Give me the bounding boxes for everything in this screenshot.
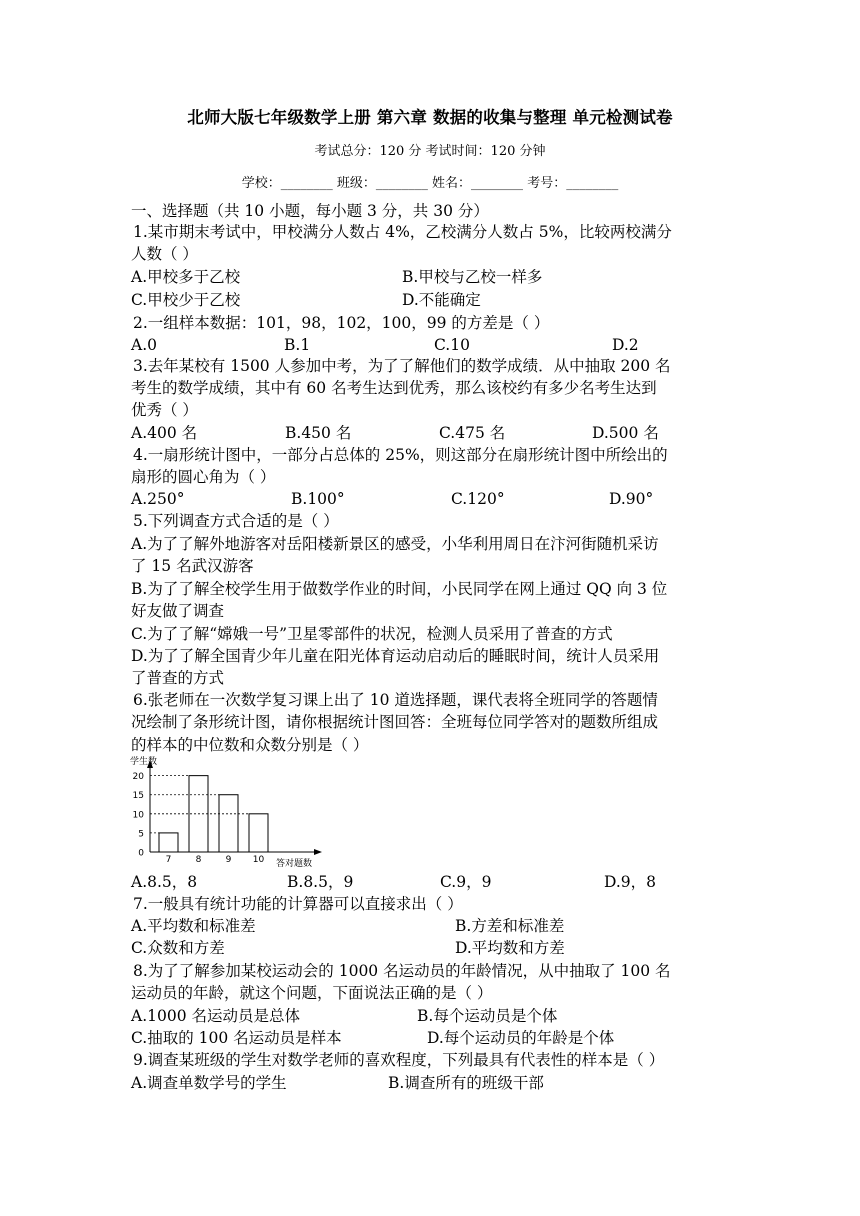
question-8-option-c: C.抽取的 100 名运动员是样本 [131,1029,342,1047]
question-5-option-b-line-2: 好友做了调查 [131,602,225,620]
question-3-option-c: C.475 名 [439,424,506,442]
question-6-line-2: 况绘制了条形统计图，请你根据统计图回答：全班每位同学答对的题数所组成 [131,713,659,731]
question-8-line-1: 8.为了了解参加某校运动会的 1000 名运动员的年龄情况，从中抽取了 100 名 [133,962,671,980]
x-axis-arrow [314,849,322,855]
question-9-option-b: B.调查所有的班级干部 [388,1074,544,1092]
bar-7 [159,833,178,852]
question-2-option-a: A.0 [131,336,157,354]
question-5-option-d-line-1: D.为了了解全国青少年儿童在阳光体育运动启动后的睡眠时间，统计人员采用 [131,647,660,665]
question-5-option-d-line-2: 了普查的方式 [131,669,225,687]
question-8-option-a: A.1000 名运动员是总体 [131,1007,300,1025]
question-2-option-d: D.2 [612,336,639,354]
x-tick-label: 10 [252,855,265,865]
question-5-option-b-line-1: B.为了了解全校学生用于做数学作业的时间，小民同学在网上通过 QQ 向 3 位 [131,580,668,598]
x-axis-label: 答对题数 [276,859,313,868]
question-1-line-2: 人数（ ） [131,245,198,263]
section-heading: 一、选择题（共 10 小题，每小题 3 分，共 30 分） [131,202,489,220]
question-2-option-c: C.10 [434,336,470,354]
question-7-option-b: B.方差和标准差 [455,917,565,935]
y-tick-label: 20 [132,772,144,783]
x-tick-label: 7 [165,855,172,865]
question-8-line-2: 运动员的年龄，就这个问题，下面说法正确的是（ ） [131,984,493,1002]
question-2-option-b: B.1 [284,336,311,354]
question-3-line-2: 考生的数学成绩，其中有 60 名考生达到优秀，那么该校约有多少名考生达到 [131,379,657,397]
y-tick-label: 5 [138,829,144,840]
x-tick-label: 9 [225,855,232,865]
question-6-option-d: D.9，8 [604,873,657,891]
question-1-option-d: D.不能确定 [402,291,481,309]
question-4-option-c: C.120° [451,490,505,508]
question-1-option-c: C.甲校少于乙校 [131,291,241,309]
exam-info: 考试总分：120 分 考试时间：120 分钟 [314,144,546,159]
bar-chart [128,756,338,868]
question-6-option-c: C.9，9 [440,873,492,891]
question-4-option-a: A.250° [131,490,185,508]
y-axis-label: 学生数 [130,757,158,767]
question-1-line-1: 1.某市期末考试中，甲校满分人数占 4%，乙校满分人数占 5%，比较两校满分 [133,223,672,241]
y-tick-label: 15 [132,791,144,802]
question-3-option-b: B.450 名 [285,424,352,442]
y-tick-label: 0 [138,848,144,859]
question-7-option-d: D.平均数和方差 [455,939,565,957]
question-5-option-a-line-1: A.为了了解外地游客对岳阳楼新景区的感受，小华利用周日在汴河街随机采访 [131,535,659,553]
question-8-option-d: D.每个运动员的年龄是个体 [427,1029,615,1047]
question-3-line-3: 优秀（ ） [131,401,198,419]
question-4-line-2: 扇形的圆心角为（ ） [131,468,276,486]
x-tick-label: 8 [195,855,202,865]
student-info-fields: 学校：________ 班级：________ 姓名：________ 考号：________ [241,176,619,191]
question-9-line-1: 9.调查某班级的学生对数学老师的喜欢程度，下列最具有代表性的样本是（ ） [133,1051,665,1069]
question-6-option-a: A.8.5，8 [131,873,198,891]
question-4-option-b: B.100° [291,490,345,508]
page-title: 北师大版七年级数学上册 第六章 数据的收集与整理 单元检测试卷 [187,108,673,127]
bar-10 [249,814,268,852]
question-6-line-1: 6.张老师在一次数学复习课上出了 10 道选择题，课代表将全班同学的答题情 [133,691,658,709]
question-7-option-c: C.众数和方差 [131,939,225,957]
question-1-option-a: A.甲校多于乙校 [131,268,241,286]
question-4-option-d: D.90° [609,490,654,508]
question-6-option-b: B.8.5，9 [287,873,354,891]
question-9-option-a: A.调查单数学号的学生 [131,1074,287,1092]
bar-9 [219,795,238,852]
question-3-line-1: 3.去年某校有 1500 人参加中考，为了了解他们的数学成绩．从中抽取 200 名 [133,357,671,375]
question-6-line-3: 的样本的中位数和众数分别是（ ） [131,736,369,754]
y-tick-label: 10 [132,810,144,821]
question-3-option-d: D.500 名 [592,424,659,442]
question-1-option-b: B.甲校与乙校一样多 [402,268,543,286]
question-2-line-1: 2.一组样本数据：101，98，102，100，99 的方差是（ ） [133,314,550,332]
question-5-option-c: C.为了了解“嫦娥一号”卫星零部件的状况，检测人员采用了普查的方式 [131,625,613,643]
question-7-option-a: A.平均数和标准差 [131,917,256,935]
question-5-option-a-line-2: 了 15 名武汉游客 [131,557,254,575]
question-8-option-b: B.每个运动员是个体 [417,1007,558,1025]
question-5-line-1: 5.下列调查方式合适的是（ ） [133,512,339,530]
question-4-line-1: 4.一扇形统计图中，一部分占总体的 25%，则这部分在扇形统计图中所绘出的 [133,446,668,464]
question-7-line-1: 7.一般具有统计功能的计算器可以直接求出（ ） [133,895,463,913]
question-3-option-a: A.400 名 [131,424,198,442]
